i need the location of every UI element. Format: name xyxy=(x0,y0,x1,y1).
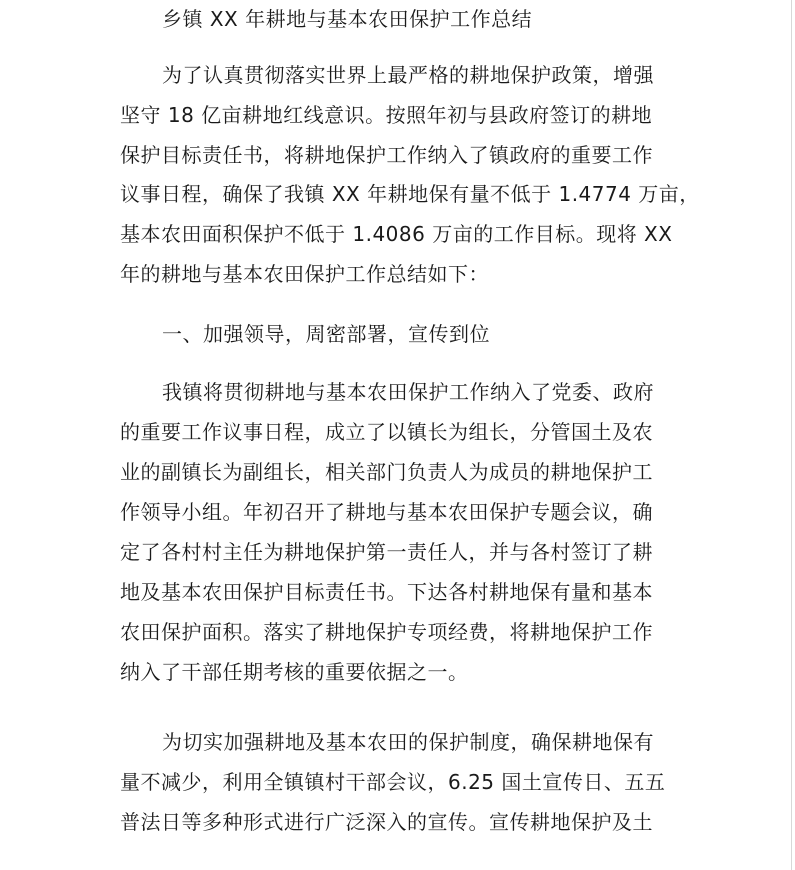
intro-line: 基本农田面积保护不低于 1.4086 万亩的工作目标。现将 XX xyxy=(120,222,673,246)
paragraph-line: 的重要工作议事日程，成立了以镇长为组长，分管国土及农 xyxy=(120,420,653,444)
section-heading: 一、加强领导，周密部署，宣传到位 xyxy=(162,322,490,346)
paragraph-line: 农田保护面积。落实了耕地保护专项经费，将耕地保护工作 xyxy=(120,620,653,644)
paragraph-line: 我镇将贯彻耕地与基本农田保护工作纳入了党委、政府 xyxy=(162,380,654,404)
paragraph-line: 地及基本农田保护目标责任书。下达各村耕地保有量和基本 xyxy=(120,580,653,604)
paragraph-line: 业的副镇长为副组长，相关部门负责人为成员的耕地保护工 xyxy=(120,460,653,484)
intro-line: 保护目标责任书，将耕地保护工作纳入了镇政府的重要工作 xyxy=(120,143,653,167)
paragraph-line: 为切实加强耕地及基本农田的保护制度，确保耕地保有 xyxy=(162,730,654,754)
intro-line: 议事日程，确保了我镇 XX 年耕地保有量不低于 1.4774 万亩， xyxy=(120,182,700,206)
intro-line: 为了认真贯彻落实世界上最严格的耕地保护政策，增强 xyxy=(162,63,654,87)
paragraph-line: 定了各村村主任为耕地保护第一责任人，并与各村签订了耕 xyxy=(120,540,653,564)
paragraph-line: 普法日等多种形式进行广泛深入的宣传。宣传耕地保护及土 xyxy=(120,810,653,834)
page-edge-divider xyxy=(791,0,792,870)
paragraph-line: 纳入了干部任期考核的重要依据之一。 xyxy=(120,660,469,684)
document-title: 乡镇 XX 年耕地与基本农田保护工作总结 xyxy=(162,7,533,31)
intro-line: 坚守 18 亿亩耕地红线意识。按照年初与县政府签订的耕地 xyxy=(120,103,653,127)
paragraph-line: 作领导小组。年初召开了耕地与基本农田保护专题会议，确 xyxy=(120,500,653,524)
paragraph-line: 量不减少，利用全镇镇村干部会议，6.25 国土宣传日、五五 xyxy=(120,770,666,794)
intro-line: 年的耕地与基本农田保护工作总结如下： xyxy=(120,262,489,286)
